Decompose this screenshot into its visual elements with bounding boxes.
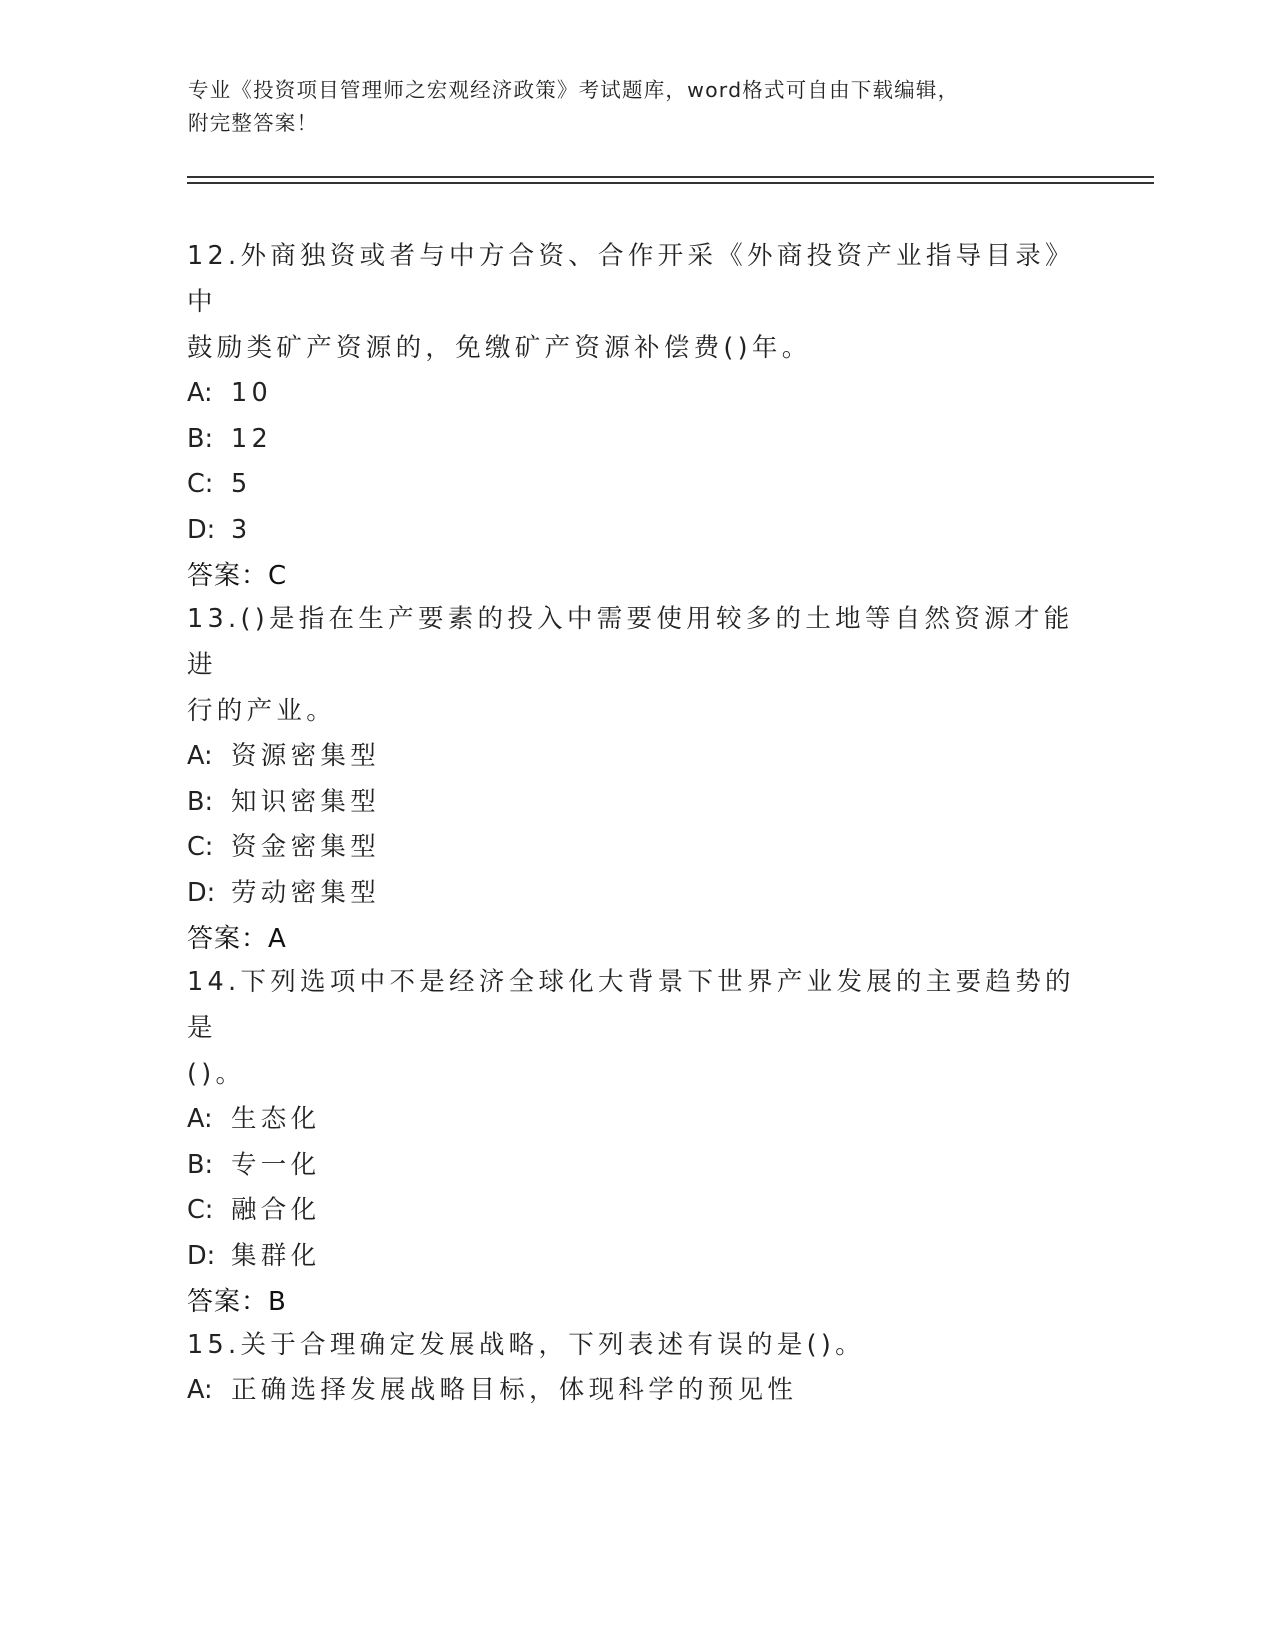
option-text: 3 [231,514,252,545]
question-text-line: 鼓励类矿产资源的，免缴矿产资源补偿费()年。 [187,333,812,363]
option-d [187,1234,1087,1280]
option-label: D: [187,877,216,908]
option-text: 生态化 [231,1104,321,1134]
option-label: C: [187,1195,214,1225]
answer-line: 答案：A [187,924,287,954]
option-b [187,417,1087,463]
option-text: 5 [231,469,252,499]
option-a [187,1368,1087,1414]
answer-line: 答案：B [187,1287,287,1317]
option-b [187,780,1087,826]
option-a [187,371,1087,417]
question-15 [187,1322,1087,1414]
option-text: 12 [231,423,273,454]
option-label: A: [187,1375,213,1405]
option-label: D: [187,514,216,545]
question-14 [187,959,1087,1325]
document-header [188,74,1068,140]
option-b [187,1143,1087,1189]
question-12 [187,233,1087,599]
question-text-line: 行的产业。 [187,696,337,726]
option-label: A: [187,1104,213,1134]
option-text: 融合化 [231,1195,321,1225]
option-d [187,871,1087,917]
question-text-line: 15.关于合理确定发展战略，下列表述有误的是()。 [187,1330,865,1360]
option-text: 专一化 [231,1149,321,1180]
option-text: 劳动密集型 [231,877,381,908]
question-text-line: ()。 [187,1059,246,1089]
option-label: C: [187,469,214,499]
option-text: 资源密集型 [231,741,381,771]
question-text-line: 12.外商独资或者与中方合资、合作开采《外商投资产业指导目录》中 [187,241,1075,317]
option-c [187,825,1087,871]
header-divider-top [187,176,1154,178]
option-label: A: [187,378,213,408]
question-text-line: 13.()是指在生产要素的投入中需要使用较多的土地等自然资源才能进 [187,604,1074,680]
option-text: 10 [231,378,273,408]
option-c [187,1188,1087,1234]
option-c [187,462,1087,508]
header-divider-bottom [187,182,1154,184]
option-a [187,734,1087,780]
option-label: B: [187,1149,214,1180]
answer-line: 答案：C [187,561,288,591]
option-text: 知识密集型 [231,786,381,817]
option-a [187,1097,1087,1143]
option-label: A: [187,741,213,771]
option-label: B: [187,786,214,817]
option-text: 正确选择发展战略目标，体现科学的预见性 [231,1375,798,1405]
option-label: C: [187,832,214,862]
question-text-line: 14.下列选项中不是经济全球化大背景下世界产业发展的主要趋势的是 [187,967,1075,1043]
header-line-2: 附完整答案！ [188,111,319,135]
option-text: 资金密集型 [231,832,381,862]
header-line-1: 专业《投资项目管理师之宏观经济政策》考试题库，word格式可自由下载编辑， [188,78,960,102]
option-d [187,508,1087,554]
option-label: B: [187,423,214,454]
option-text: 集群化 [231,1240,321,1271]
option-label: D: [187,1240,216,1271]
question-13 [187,596,1087,962]
